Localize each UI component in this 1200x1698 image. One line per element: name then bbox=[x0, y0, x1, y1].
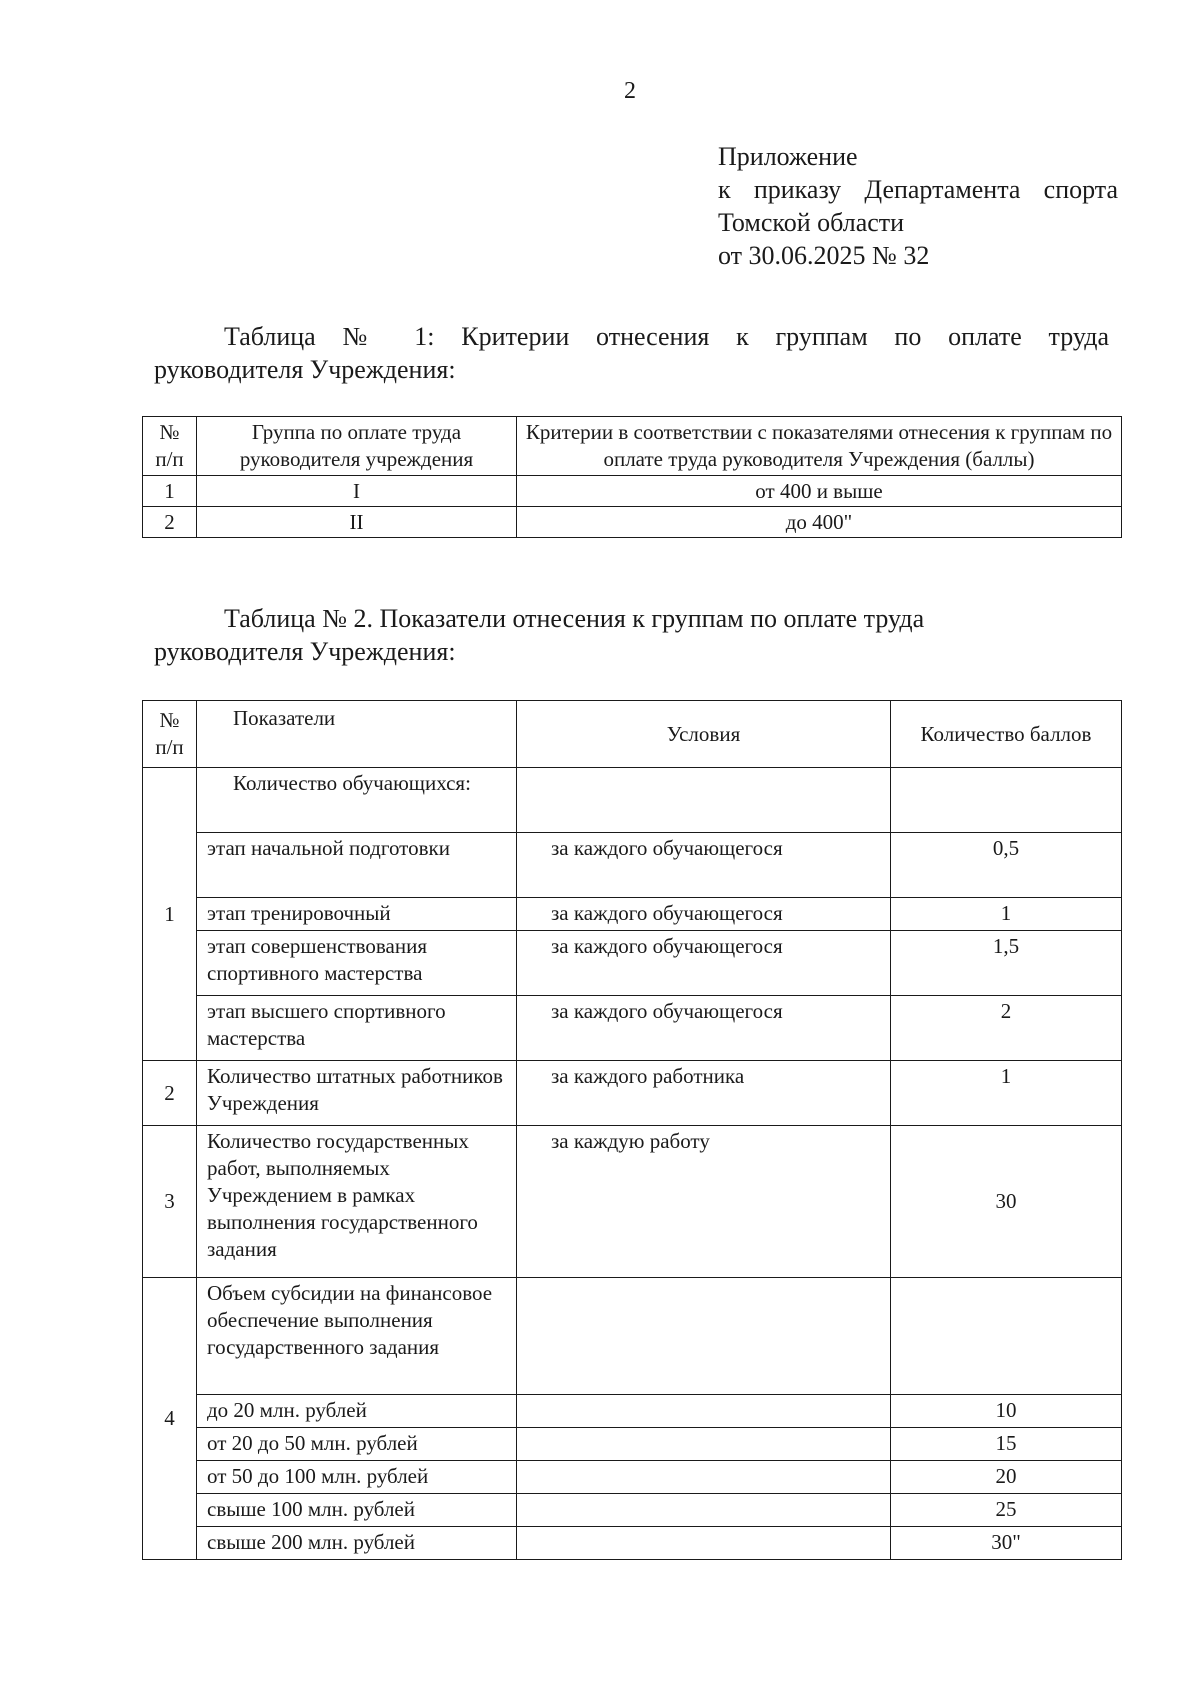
table2-s4-row4-condition bbox=[517, 1494, 891, 1527]
table2-s4-row4-indicator: свыше 100 млн. рублей bbox=[197, 1494, 517, 1527]
table-row bbox=[143, 898, 1122, 931]
table2-header-condition: Условия bbox=[517, 701, 891, 768]
table2-s4-row4-points: 25 bbox=[891, 1494, 1122, 1527]
table2-section2-points: 1 bbox=[891, 1061, 1122, 1126]
appendix-order-line: к приказу Департамента спорта bbox=[718, 175, 1118, 204]
table2-s1-row4-points: 2 bbox=[891, 996, 1122, 1061]
table2-section3-condition: за каждую работу bbox=[517, 1126, 891, 1278]
table-row bbox=[143, 1494, 1122, 1527]
table2-s1-row1-condition: за каждого обучающегося bbox=[517, 833, 891, 898]
table1-caption-line2: руководителя Учреждения: bbox=[154, 355, 456, 384]
table2-s1-row3-condition: за каждого обучающегося bbox=[517, 931, 891, 996]
table2-s4-row5-indicator: свыше 200 млн. рублей bbox=[197, 1527, 517, 1560]
table1-caption-line1: Таблица № 1: Критерии отнесения к группам по оплате труда bbox=[224, 322, 1109, 351]
table2-s1-row1-points: 0,5 bbox=[891, 833, 1122, 898]
table2-s1-row2-condition: за каждого обучающегося bbox=[517, 898, 891, 931]
table1-row1-criteria: от 400 и выше bbox=[517, 476, 1122, 507]
table-row bbox=[143, 1527, 1122, 1560]
table1-row2-group: II bbox=[197, 507, 517, 538]
table2-s1-row4-indicator: этап высшего спортивного мастерства bbox=[197, 996, 517, 1061]
table2-caption-line2: руководителя Учреждения: bbox=[154, 637, 456, 666]
table2-s4-row2-condition bbox=[517, 1428, 891, 1461]
table2-s4-row2-points: 15 bbox=[891, 1428, 1122, 1461]
table1-caption bbox=[154, 320, 1109, 386]
page-number: 2 bbox=[624, 78, 636, 104]
table2-caption bbox=[154, 602, 1109, 668]
table1-header-num: № п/п bbox=[143, 417, 197, 476]
table1-row1-group: I bbox=[197, 476, 517, 507]
table2-section4-num: 4 bbox=[143, 1278, 197, 1560]
table1-header-row bbox=[143, 417, 1122, 476]
table1-header-criteria: Критерии в соответствии с показателями отнесения к группам по оплате труда руководителя Учреждения (баллы) bbox=[517, 417, 1122, 476]
table2-s4-row1-points: 10 bbox=[891, 1395, 1122, 1428]
table2-caption-line1: Таблица № 2. Показатели отнесения к группам по оплате труда bbox=[224, 604, 925, 633]
table2-s4-row5-points: 30" bbox=[891, 1527, 1122, 1560]
table2-header-row bbox=[143, 701, 1122, 768]
table2-s4-row1-condition bbox=[517, 1395, 891, 1428]
table2-s1-row2-indicator: этап тренировочный bbox=[197, 898, 517, 931]
appendix-date-line: от 30.06.2025 № 32 bbox=[718, 241, 930, 270]
table2-s1-row2-points: 1 bbox=[891, 898, 1122, 931]
table2-section1-num: 1 bbox=[143, 768, 197, 1061]
table2-s4-row3-points: 20 bbox=[891, 1461, 1122, 1494]
table2-section4-title-condition bbox=[517, 1278, 891, 1395]
appendix-region-line: Томской области bbox=[718, 208, 905, 237]
table-row bbox=[143, 931, 1122, 996]
table-row bbox=[143, 1126, 1122, 1278]
table-row bbox=[143, 1461, 1122, 1494]
table-row bbox=[143, 1278, 1122, 1395]
table1-group-criteria bbox=[142, 416, 1122, 538]
table2-s4-row5-condition bbox=[517, 1527, 891, 1560]
table2-section2-num: 2 bbox=[143, 1061, 197, 1126]
table1-row2-criteria: до 400" bbox=[517, 507, 1122, 538]
table-row bbox=[143, 996, 1122, 1061]
table-row bbox=[143, 476, 1122, 507]
table2-s4-row1-indicator: до 20 млн. рублей bbox=[197, 1395, 517, 1428]
table2-section1-title-points bbox=[891, 768, 1122, 833]
table1-header-group: Группа по оплате труда руководителя учреждения bbox=[197, 417, 517, 476]
table2-s1-row3-indicator: этап совершенствования спортивного мастерства bbox=[197, 931, 517, 996]
table2-s1-row4-condition: за каждого обучающегося bbox=[517, 996, 891, 1061]
table1-row2-num: 2 bbox=[143, 507, 197, 538]
table2-header-indicator: Показатели bbox=[197, 701, 517, 768]
appendix-header bbox=[718, 140, 1118, 272]
table2-section3-points: 30 bbox=[891, 1126, 1122, 1278]
table-row bbox=[143, 1395, 1122, 1428]
table-row bbox=[143, 833, 1122, 898]
table-row bbox=[143, 1061, 1122, 1126]
table-row bbox=[143, 507, 1122, 538]
table2-s4-row3-condition bbox=[517, 1461, 891, 1494]
table2-header-points: Количество баллов bbox=[891, 701, 1122, 768]
table2-s4-row2-indicator: от 20 до 50 млн. рублей bbox=[197, 1428, 517, 1461]
table2-s4-row3-indicator: от 50 до 100 млн. рублей bbox=[197, 1461, 517, 1494]
appendix-title: Приложение bbox=[718, 142, 858, 171]
table2-section2-indicator: Количество штатных работников Учреждения bbox=[197, 1061, 517, 1126]
table2-s1-row3-points: 1,5 bbox=[891, 931, 1122, 996]
table2-section1-title: Количество обучающихся: bbox=[197, 768, 517, 833]
table2-header-num: № п/п bbox=[143, 701, 197, 768]
table2-section4-title-points bbox=[891, 1278, 1122, 1395]
table1-row1-num: 1 bbox=[143, 476, 197, 507]
table2-section3-num: 3 bbox=[143, 1126, 197, 1278]
table2-s1-row1-indicator: этап начальной подготовки bbox=[197, 833, 517, 898]
table2-section2-condition: за каждого работника bbox=[517, 1061, 891, 1126]
table-row bbox=[143, 768, 1122, 833]
table2-section4-title: Объем субсидии на финансовое обеспечение выполнения государственного задания bbox=[197, 1278, 517, 1395]
table2-section1-title-condition bbox=[517, 768, 891, 833]
table2-indicators bbox=[142, 700, 1122, 1560]
table2-section3-indicator: Количество государственных работ, выполняемых Учреждением в рамках выполнения государственного задания bbox=[197, 1126, 517, 1278]
table-row bbox=[143, 1428, 1122, 1461]
